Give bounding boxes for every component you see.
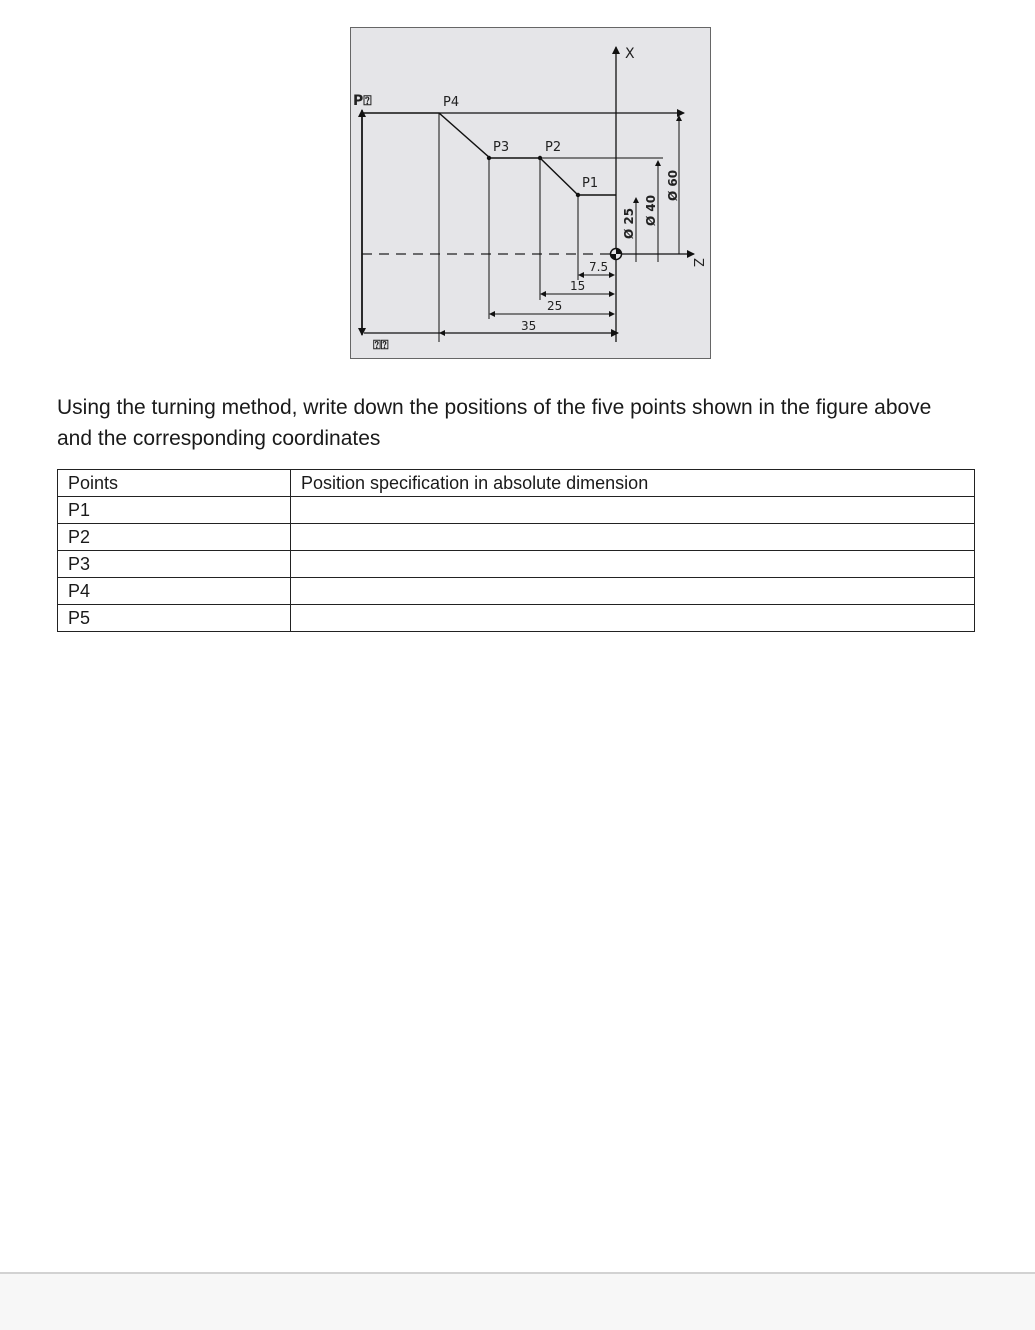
table-row (58, 551, 975, 578)
dim-35-label: 35 (521, 319, 537, 333)
position-cell[interactable] (291, 578, 975, 605)
dim-15-label: 15 (570, 279, 586, 293)
dim-25-label: 25 (547, 299, 563, 313)
p5-label: P⍰ (353, 93, 372, 109)
table-row (58, 524, 975, 551)
p3-dot (487, 156, 491, 160)
position-cell[interactable] (291, 605, 975, 632)
table-row (58, 497, 975, 524)
d40-label: Ø 40 (644, 194, 658, 226)
question-line-2: and the corresponding coordinates (57, 427, 381, 450)
p3-label: P3 (493, 140, 510, 155)
header-position: Position specification in absolute dimension (291, 470, 975, 497)
position-cell[interactable] (291, 524, 975, 551)
header-points: Points (58, 470, 291, 497)
x-axis-label: X (625, 46, 635, 62)
d60-label: Ø 60 (666, 169, 680, 201)
point-cell: P4 (58, 578, 291, 605)
table-row (58, 578, 975, 605)
position-cell[interactable] (291, 497, 975, 524)
question-line-1: Using the turning method, write down the positions of the five points shown in the figure above (57, 396, 932, 419)
z-axis-label: Z (690, 258, 705, 267)
p2-dot (538, 156, 542, 160)
table-row (58, 605, 975, 632)
figure-background (351, 28, 711, 359)
bottom-label: ⍰⍰ (373, 338, 389, 353)
p1-dot (576, 193, 580, 197)
position-cell[interactable] (291, 551, 975, 578)
point-cell: P3 (58, 551, 291, 578)
d25-label: Ø 25 (622, 207, 636, 239)
point-cell: P1 (58, 497, 291, 524)
points-table (57, 469, 975, 632)
table-header-row (58, 470, 975, 497)
point-cell: P2 (58, 524, 291, 551)
question-text (57, 392, 1007, 454)
footer-bar (0, 1272, 1035, 1330)
dim-7-5-label: 7.5 (589, 260, 609, 274)
point-cell: P5 (58, 605, 291, 632)
p1-label: P1 (582, 176, 599, 191)
p4-label: P4 (443, 95, 460, 110)
turning-diagram (350, 27, 712, 360)
p2-label: P2 (545, 140, 562, 155)
